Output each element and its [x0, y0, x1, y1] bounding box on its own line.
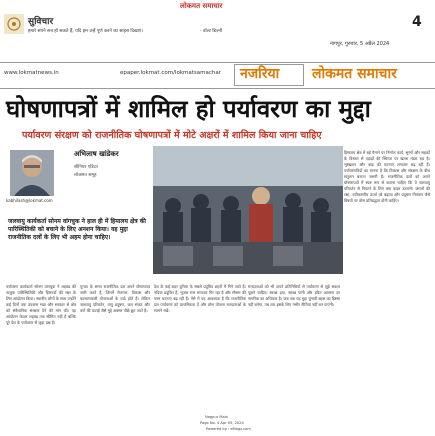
article-column-4: मतदाताओं को भी अपने प्रतिनिधियों से पर्यावरण से जुड़े सवाल पूछने चाहिए। स्वच्छ हवा, स्वच्छ पानी और हरित आवरण हर नागरिक का अधिकार है। जब तक यह मुद्दा चुनावी बहस का हिस्सा नहीं बनेगा, तब तक इसके लिए गंभीर नीतियां नहीं बन पाएंगी।: [248, 284, 340, 307]
article-subheadline: पर्यावरण संरक्षण को राजनीतिक घोषणापत्रों में मोटे अक्षरों में शामिल किया जाना चाहिए: [22, 130, 322, 141]
footer-page-date: Page No. 4 Apr 05, 2024: [200, 421, 244, 425]
thought-icon: [4, 14, 24, 34]
article-column-1: पर्यावरण कार्यकर्ता सोनम वांगचुक ने लद्दाख की नाजुक पारिस्थितिकी और हिमनदों की रक्षा के लिए आंदोलन किया। स्थानीय लोगों के साथ उन्होंने कई दिनों तक उपवास रखा और सरकार से क्षेत्र को संवैधानिक संरक्षण देने की मांग की। यह आंदोलन केवल लद्दाख तक सीमित नहीं है बल्कि पूरे देश के पर्यावरण से जुड़ा प्रश्न है।: [6, 284, 76, 325]
article-column-5: हिमालय क्षेत्र में बड़े पैमाने पर निर्माण कार्य, सुरंगों और सड़कों के विस्तार से पहाड़ों की स्थिरता पर खतरा मंडरा रहा है। भूस्खलन और बाढ़ की घटनाएं लगातार बढ़ रही हैं। पर्यावरणविदों का मानना है कि विकास और संरक्षण के बीच संतुलन बनाना जरूरी है। राजनीतिक दलों को अपने घोषणापत्रों में स्पष्ट रूप से बताना चाहिए कि वे जलवायु परिवर्तन से निपटने के लिए क्या कदम उठाएंगे। जंगलों की रक्षा, नवीकरणीय ऊर्जा को बढ़ावा और प्रदूषण नियंत्रण जैसे विषयों पर ठोस प्रतिबद्धता होनी चाहिए।: [344, 150, 430, 203]
author-name: अभिलाष खांडेकर: [74, 150, 119, 158]
pull-quote: जलवायु कार्यकर्ता सोनम वांगचुक ने हाल ही में हिमालय क्षेत्र की पारिस्थितिकी को बचाने के लिए अनशन किया। यह मुद्दा राजनीतिक दलों के लिए भी अहम होना चाहिए।: [8, 218, 146, 241]
author-photo: [10, 150, 54, 196]
article-column-2: चुनाव के समय राजनीतिक दल अपने घोषणापत्र जारी करते हैं, जिनमें रोजगार, विकास और कल्याणकारी योजनाओं के वादे होते हैं। लेकिन जलवायु परिवर्तन, वायु प्रदूषण, जल संकट और वनों की कटाई जैसे मुद्दे अक्सर पीछे छूट जाते हैं।: [80, 284, 150, 313]
page-number: 4: [412, 14, 422, 30]
thought-text: हमारे सपने सच हो सकते हैं, यदि हम उन्हें पूर्ण करने का साहस दिखाएं।: [28, 29, 144, 34]
masthead-label: लोकमत समाचार: [180, 2, 223, 10]
article-headline: घोषणापत्रों में शामिल हो पर्यावरण का मुद्दा: [6, 95, 371, 123]
news-photo: [153, 146, 343, 274]
paper-name: लोकमत समाचार: [312, 66, 397, 82]
thought-title: सुविचार: [28, 17, 54, 27]
dateline: नागपुर, गुरुवार, 5 अप्रैल 2024: [330, 41, 390, 47]
article-column-3: देश के कई शहर दुनिया के सबसे प्रदूषित शहरों में गिने जाते हैं। नदियां प्रदूषित हैं, भूजल स्तर लगातार गिर रहा है और मौसम की चरम घटनाएं बढ़ रही हैं। ऐसे में यह आवश्यक है कि राजनीतिक दल पर्यावरण को प्राथमिकता दें और ठोस योजना मतदाताओं के सामने रखें।: [154, 284, 246, 313]
divider: [0, 88, 435, 89]
author-role: सीनियर एडिटर: [74, 165, 98, 170]
author-email: kabhilash@lokmat.com: [6, 198, 53, 203]
thought-author: - वॉल्ट डिज़्नी: [200, 29, 223, 34]
author-org: लोकमत समूह: [74, 173, 97, 178]
section-tag: नजरिया: [240, 66, 280, 82]
epaper-link[interactable]: epaper.lokmat.com/lokmatsamachar: [120, 70, 222, 76]
website-link[interactable]: www.lokmatnews.in: [4, 70, 59, 76]
footer-edition: Nagpur Main: [205, 415, 228, 419]
footer-powered: Powered by : eMagz.com: [206, 427, 251, 431]
divider: [0, 62, 435, 63]
